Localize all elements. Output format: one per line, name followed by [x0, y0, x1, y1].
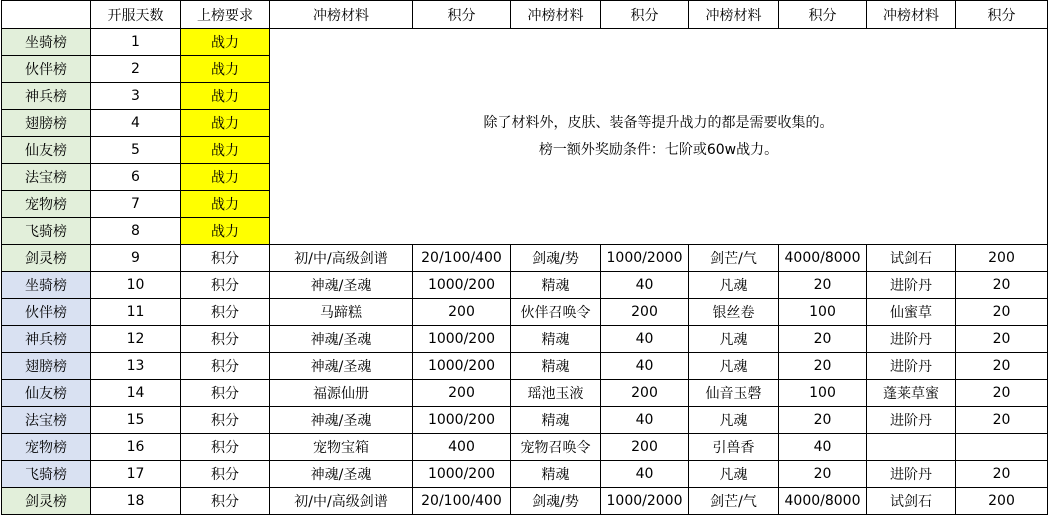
points-cell: 40	[779, 434, 867, 461]
ranking-table	[1, 0, 1048, 515]
header-cell: 冲榜材料	[689, 1, 779, 29]
material-cell: 凡魂	[689, 461, 779, 488]
material-cell: 宠物宝箱	[270, 434, 413, 461]
points-cell: 200	[413, 380, 511, 407]
day-cell: 12	[91, 326, 181, 353]
ranking-name-cell: 神兵榜	[2, 326, 91, 353]
header-cell: 积分	[956, 1, 1048, 29]
table-row	[2, 272, 1048, 299]
points-cell: 1000/2000	[601, 245, 689, 272]
requirement-cell: 战力	[181, 56, 270, 83]
note-cell	[270, 29, 1048, 245]
material-cell: 初/中/高级剑谱	[270, 245, 413, 272]
ranking-name-cell: 宠物榜	[2, 434, 91, 461]
ranking-name-cell: 坐骑榜	[2, 272, 91, 299]
points-cell: 40	[601, 353, 689, 380]
points-cell: 200	[601, 434, 689, 461]
points-cell: 100	[779, 299, 867, 326]
day-cell: 3	[91, 83, 181, 110]
material-cell: 神魂/圣魂	[270, 407, 413, 434]
requirement-cell: 积分	[181, 407, 270, 434]
points-cell: 4000/8000	[779, 245, 867, 272]
day-cell: 4	[91, 110, 181, 137]
requirement-cell: 积分	[181, 461, 270, 488]
requirement-cell: 战力	[181, 218, 270, 245]
requirement-cell: 战力	[181, 29, 270, 56]
points-cell: 20	[779, 326, 867, 353]
points-cell: 200	[956, 245, 1048, 272]
points-cell: 20	[956, 299, 1048, 326]
day-cell: 14	[91, 380, 181, 407]
material-cell: 进阶丹	[867, 461, 956, 488]
points-cell: 400	[413, 434, 511, 461]
material-cell: 福源仙册	[270, 380, 413, 407]
points-cell: 200	[956, 488, 1048, 515]
material-cell: 神魂/圣魂	[270, 272, 413, 299]
ranking-name-cell: 法宝榜	[2, 407, 91, 434]
ranking-name-cell: 仙友榜	[2, 137, 91, 164]
day-cell: 18	[91, 488, 181, 515]
material-cell: 初/中/高级剑谱	[270, 488, 413, 515]
requirement-cell: 积分	[181, 353, 270, 380]
note-line-2: 榜一额外奖励条件：七阶或60w战力。	[538, 141, 779, 158]
material-cell: 进阶丹	[867, 407, 956, 434]
material-cell: 进阶丹	[867, 353, 956, 380]
requirement-cell: 积分	[181, 488, 270, 515]
header-cell	[2, 1, 91, 29]
table-row	[2, 434, 1048, 461]
material-cell: 凡魂	[689, 272, 779, 299]
header-cell: 冲榜材料	[270, 1, 413, 29]
table-row	[2, 407, 1048, 434]
material-cell: 凡魂	[689, 407, 779, 434]
points-cell: 20/100/400	[413, 488, 511, 515]
material-cell: 仙蜜草	[867, 299, 956, 326]
ranking-name-cell: 伙伴榜	[2, 56, 91, 83]
points-cell: 20	[779, 407, 867, 434]
points-cell: 20	[779, 353, 867, 380]
points-cell: 40	[601, 272, 689, 299]
material-cell: 剑芒/气	[689, 488, 779, 515]
material-cell: 银丝卷	[689, 299, 779, 326]
material-cell	[867, 434, 956, 461]
ranking-name-cell: 坐骑榜	[2, 29, 91, 56]
day-cell: 17	[91, 461, 181, 488]
points-cell: 20	[956, 380, 1048, 407]
material-cell: 进阶丹	[867, 326, 956, 353]
ranking-name-cell: 仙友榜	[2, 380, 91, 407]
header-cell: 积分	[413, 1, 511, 29]
ranking-name-cell: 法宝榜	[2, 164, 91, 191]
material-cell: 剑魂/势	[511, 245, 601, 272]
material-cell: 试剑石	[867, 488, 956, 515]
ranking-name-cell: 飞骑榜	[2, 218, 91, 245]
requirement-cell: 战力	[181, 83, 270, 110]
points-cell: 20	[779, 461, 867, 488]
material-cell: 神魂/圣魂	[270, 326, 413, 353]
points-cell: 20	[956, 407, 1048, 434]
material-cell: 神魂/圣魂	[270, 461, 413, 488]
day-cell: 16	[91, 434, 181, 461]
material-cell: 凡魂	[689, 326, 779, 353]
ranking-name-cell: 伙伴榜	[2, 299, 91, 326]
day-cell: 1	[91, 29, 181, 56]
material-cell: 凡魂	[689, 353, 779, 380]
material-cell: 精魂	[511, 272, 601, 299]
points-cell: 40	[601, 326, 689, 353]
material-cell: 精魂	[511, 461, 601, 488]
material-cell: 精魂	[511, 407, 601, 434]
points-cell: 20	[956, 461, 1048, 488]
table-row	[2, 245, 1048, 272]
day-cell: 2	[91, 56, 181, 83]
material-cell: 伙伴召唤令	[511, 299, 601, 326]
header-row	[2, 1, 1048, 29]
points-cell: 40	[601, 407, 689, 434]
points-cell: 1000/200	[413, 407, 511, 434]
requirement-cell: 战力	[181, 164, 270, 191]
points-cell: 100	[779, 380, 867, 407]
ranking-name-cell: 翅膀榜	[2, 110, 91, 137]
material-cell: 剑芒/气	[689, 245, 779, 272]
day-cell: 7	[91, 191, 181, 218]
header-cell: 上榜要求	[181, 1, 270, 29]
material-cell: 神魂/圣魂	[270, 353, 413, 380]
table-row	[2, 380, 1048, 407]
table-body	[2, 29, 1048, 515]
material-cell: 试剑石	[867, 245, 956, 272]
table-row	[2, 461, 1048, 488]
table-row	[2, 488, 1048, 515]
day-cell: 15	[91, 407, 181, 434]
points-cell: 20	[956, 272, 1048, 299]
day-cell: 10	[91, 272, 181, 299]
material-cell: 精魂	[511, 326, 601, 353]
material-cell: 剑魂/势	[511, 488, 601, 515]
points-cell: 1000/200	[413, 272, 511, 299]
header-cell: 冲榜材料	[511, 1, 601, 29]
header-cell: 冲榜材料	[867, 1, 956, 29]
day-cell: 9	[91, 245, 181, 272]
day-cell: 8	[91, 218, 181, 245]
note-line-1: 除了材料外，皮肤、装备等提升战力的都是需要收集的。	[483, 114, 834, 131]
header-cell: 积分	[779, 1, 867, 29]
ranking-name-cell: 剑灵榜	[2, 245, 91, 272]
points-cell: 40	[601, 461, 689, 488]
requirement-cell: 战力	[181, 110, 270, 137]
points-cell: 1000/200	[413, 326, 511, 353]
points-cell: 20	[779, 272, 867, 299]
day-cell: 11	[91, 299, 181, 326]
material-cell: 宠物召唤令	[511, 434, 601, 461]
ranking-name-cell: 飞骑榜	[2, 461, 91, 488]
requirement-cell: 积分	[181, 434, 270, 461]
table-row	[2, 353, 1048, 380]
material-cell: 仙音玉磬	[689, 380, 779, 407]
material-cell: 蓬莱草蜜	[867, 380, 956, 407]
material-cell: 瑶池玉液	[511, 380, 601, 407]
requirement-cell: 积分	[181, 272, 270, 299]
points-cell: 20	[956, 326, 1048, 353]
points-cell: 1000/2000	[601, 488, 689, 515]
ranking-name-cell: 剑灵榜	[2, 488, 91, 515]
points-cell	[956, 434, 1048, 461]
requirement-cell: 积分	[181, 299, 270, 326]
table-row	[2, 29, 1048, 56]
material-cell: 引兽香	[689, 434, 779, 461]
requirement-cell: 积分	[181, 380, 270, 407]
requirement-cell: 战力	[181, 137, 270, 164]
table-row	[2, 326, 1048, 353]
header-cell: 开服天数	[91, 1, 181, 29]
points-cell: 200	[601, 380, 689, 407]
day-cell: 13	[91, 353, 181, 380]
table-row	[2, 299, 1048, 326]
header-cell: 积分	[601, 1, 689, 29]
requirement-cell: 积分	[181, 326, 270, 353]
points-cell: 4000/8000	[779, 488, 867, 515]
requirement-cell: 战力	[181, 191, 270, 218]
ranking-name-cell: 神兵榜	[2, 83, 91, 110]
points-cell: 200	[413, 299, 511, 326]
day-cell: 6	[91, 164, 181, 191]
requirement-cell: 积分	[181, 245, 270, 272]
points-cell: 20/100/400	[413, 245, 511, 272]
ranking-name-cell: 翅膀榜	[2, 353, 91, 380]
points-cell: 1000/200	[413, 461, 511, 488]
ranking-name-cell: 宠物榜	[2, 191, 91, 218]
day-cell: 5	[91, 137, 181, 164]
points-cell: 1000/200	[413, 353, 511, 380]
points-cell: 20	[956, 353, 1048, 380]
material-cell: 进阶丹	[867, 272, 956, 299]
points-cell: 200	[601, 299, 689, 326]
material-cell: 马蹄糕	[270, 299, 413, 326]
material-cell: 精魂	[511, 353, 601, 380]
